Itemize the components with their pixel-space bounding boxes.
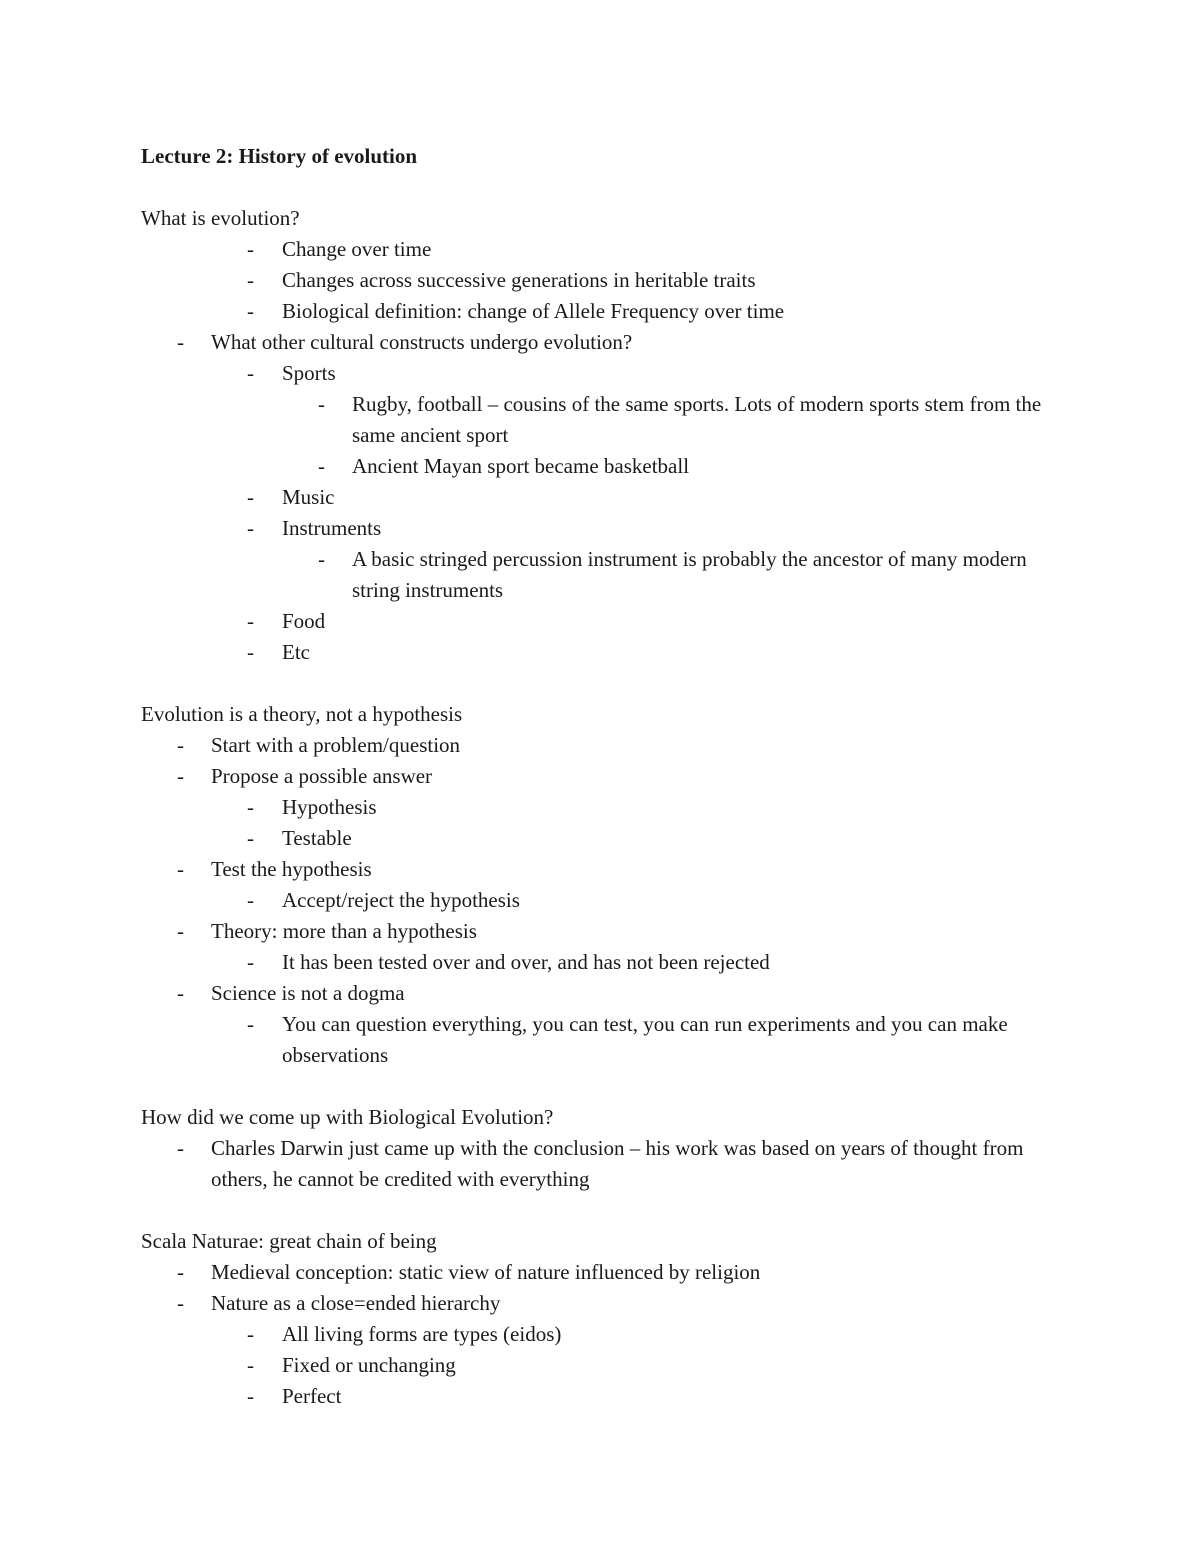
bullet-item-level-2 [141, 823, 1061, 854]
bullet-text: Nature as a close=ended hierarchy [211, 1291, 501, 1315]
bullet-item-level-2 [141, 1319, 1061, 1350]
bullet-item-level-1 [141, 1288, 1061, 1319]
bullet-dash: - [247, 1012, 254, 1036]
bullet-text: Start with a problem/question [211, 733, 461, 757]
bullet-item-level-1 [141, 327, 1061, 358]
bullet-item-level-3 [141, 451, 1061, 482]
bullet-item-level-2 [141, 265, 1061, 296]
outline-section [141, 699, 1061, 1071]
bullet-dash: - [247, 888, 254, 912]
bullet-text: Theory: more than a hypothesis [211, 919, 477, 943]
bullet-item-level-1 [141, 730, 1061, 761]
bullet-text: Science is not a dogma [211, 981, 405, 1005]
bullet-item-level-2 [141, 792, 1061, 823]
bullet-item-level-1 [141, 1133, 1061, 1195]
bullet-item-level-1 [141, 854, 1061, 885]
bullet-item-level-2 [141, 1350, 1061, 1381]
bullet-text: Sports [282, 361, 336, 385]
bullet-text: Biological definition: change of Allele Frequency over time [282, 299, 785, 323]
bullet-dash: - [177, 764, 184, 788]
bullet-item-level-1 [141, 1257, 1061, 1288]
bullet-dash: - [247, 1384, 254, 1408]
bullet-dash: - [247, 1353, 254, 1377]
bullet-item-level-2 [141, 606, 1061, 637]
outline-section [141, 1102, 1061, 1195]
bullet-item-level-1 [141, 916, 1061, 947]
bullet-text: Hypothesis [282, 795, 377, 819]
bullet-dash: - [318, 547, 325, 571]
bullet-text: It has been tested over and over, and has not been rejected [282, 950, 770, 974]
bullet-dash: - [247, 1322, 254, 1346]
bullet-text: Perfect [282, 1384, 342, 1408]
bullet-dash: - [177, 1136, 184, 1160]
bullet-text: Propose a possible answer [211, 764, 433, 788]
bullet-text: Instruments [282, 516, 382, 540]
bullet-item-level-2 [141, 885, 1061, 916]
bullet-dash: - [177, 981, 184, 1005]
bullet-dash: - [247, 516, 254, 540]
bullet-text: Music [282, 485, 335, 509]
bullet-dash: - [247, 826, 254, 850]
bullet-dash: - [247, 485, 254, 509]
bullet-text: Ancient Mayan sport became basketball [352, 454, 690, 478]
bullet-item-level-2 [141, 358, 1061, 389]
bullet-item-level-1 [141, 761, 1061, 792]
bullet-dash: - [177, 733, 184, 757]
bullet-text: Change over time [282, 237, 432, 261]
document-body [141, 141, 1061, 1412]
bullet-text: Charles Darwin just came up with the conclusion – his work was based on years of thought from others, he cannot be credited with everything [211, 1136, 1024, 1191]
bullet-item-level-2 [141, 637, 1061, 668]
bullet-dash: - [177, 857, 184, 881]
bullet-text: Fixed or unchanging [282, 1353, 456, 1377]
outline-section [141, 203, 1061, 668]
bullet-item-level-1 [141, 978, 1061, 1009]
bullet-dash: - [177, 330, 184, 354]
bullet-dash: - [318, 392, 325, 416]
bullet-text: Accept/reject the hypothesis [282, 888, 520, 912]
bullet-text: You can question everything, you can test, you can run experiments and you can make observations [282, 1012, 1008, 1067]
blank-line [141, 1195, 1061, 1226]
section-heading: How did we come up with Biological Evolution? [141, 1105, 554, 1129]
bullet-text: Test the hypothesis [211, 857, 372, 881]
bullet-dash: - [177, 1260, 184, 1284]
bullet-dash: - [247, 268, 254, 292]
bullet-item-level-2 [141, 296, 1061, 327]
bullet-text: Food [282, 609, 326, 633]
bullet-dash: - [247, 237, 254, 261]
bullet-text: What other cultural constructs undergo evolution? [211, 330, 633, 354]
bullet-text: A basic stringed percussion instrument is probably the ancestor of many modern string instruments [352, 547, 1027, 602]
blank-line [141, 172, 1061, 203]
bullet-dash: - [177, 1291, 184, 1315]
bullet-text: Etc [282, 640, 310, 664]
bullet-item-level-3 [141, 544, 1061, 606]
bullet-item-level-2 [141, 947, 1061, 978]
bullet-text: Medieval conception: static view of nature influenced by religion [211, 1260, 761, 1284]
bullet-text: Rugby, football – cousins of the same sports. Lots of modern sports stem from the same ancient sport [352, 392, 1042, 447]
bullet-item-level-2 [141, 234, 1061, 265]
bullet-text: All living forms are types (eidos) [282, 1322, 562, 1346]
sections-container [141, 203, 1061, 1412]
bullet-text: Changes across successive generations in heritable traits [282, 268, 756, 292]
bullet-text: Testable [282, 826, 352, 850]
bullet-dash: - [247, 640, 254, 664]
bullet-dash: - [247, 795, 254, 819]
bullet-item-level-2 [141, 482, 1061, 513]
section-heading: What is evolution? [141, 206, 300, 230]
bullet-dash: - [247, 299, 254, 323]
bullet-dash: - [247, 609, 254, 633]
bullet-item-level-2 [141, 1009, 1061, 1071]
bullet-dash: - [177, 919, 184, 943]
blank-line [141, 668, 1061, 699]
bullet-item-level-2 [141, 1381, 1061, 1412]
document-title: Lecture 2: History of evolution [141, 144, 418, 168]
bullet-dash: - [318, 454, 325, 478]
bullet-dash: - [247, 361, 254, 385]
bullet-item-level-2 [141, 513, 1061, 544]
bullet-item-level-3 [141, 389, 1061, 451]
section-heading: Scala Naturae: great chain of being [141, 1229, 437, 1253]
blank-line [141, 1071, 1061, 1102]
section-heading: Evolution is a theory, not a hypothesis [141, 702, 463, 726]
bullet-dash: - [247, 950, 254, 974]
outline-section [141, 1226, 1061, 1412]
